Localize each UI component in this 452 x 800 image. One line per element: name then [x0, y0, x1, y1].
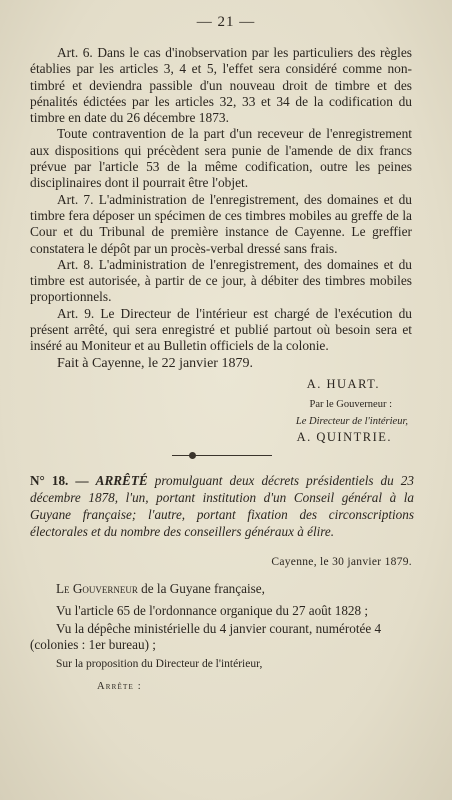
article-9: Art. 9. Le Directeur de l'intérieur est chargé de l'exécution du présent arrêté, qui sera enregistré et publié partout où besoin sera et inséré au Moniteur et au Bulletin officiels de la colonie.: [30, 305, 412, 354]
article-6-penalty: Toute contravention de la part d'un receveur de l'enregistrement aux dispositions qui précèdent sera punie de l'amende de dix francs prévue par l'article 53 de la même codification, outre les peines disciplinaires dont il pourrait être l'objet.: [30, 126, 412, 191]
signature-by-line: Par le Gouverneur :: [309, 399, 392, 410]
governor-line: Le Gouverneur de la Guyane française,: [56, 581, 265, 596]
articles-section: [30, 45, 412, 372]
decree-title: promulguant deux décrets présidentiels du 23 décembre 1878, l'un, portant institution d'un Conseil général à la Guyane française; l'autre, portant fixation des circonscriptions électorales et du nombre des conseillers généraux à élire.: [30, 473, 414, 539]
article-6: Art. 6. Dans le cas d'inobservation par les particuliers des règles établies par les articles 3, 4 et 5, l'effet sera considéré comme non-timbré et deviendra passible d'un nouveau droit de timbre et des pénalités édictées par les articles 32, 33 et 34 de la codification du timbre en date du 26 décembre 1873.: [30, 45, 412, 126]
signature-role: Le Directeur de l'intérieur,: [295, 416, 408, 427]
article-7: Art. 7. L'administration de l'enregistrement, des domaines et du timbre fera déposer un spécimen de ces timbres mobiles au greffe de la Cour et du Tribunal de première instance de Cayenne. Le greffier constatera le dépôt par un procès-verbal dressé sans frais.: [30, 191, 412, 256]
vu-depeche-continued: (colonies : 1er bureau) ;: [30, 637, 156, 652]
signature-name: A. HUART.: [306, 377, 380, 391]
decree-place-date: Cayenne, le 30 janvier 1879.: [271, 556, 412, 568]
decree-word: ARRÊTÉ: [95, 473, 148, 488]
page-number: — 21 —: [196, 14, 256, 30]
vu-ordonnance: Vu l'article 65 de l'ordonnance organique du 27 août 1828 ;: [56, 603, 369, 618]
arrete-label: Arrête :: [97, 681, 142, 692]
decree-dash: —: [75, 473, 89, 488]
sur-proposition: Sur la proposition du Directeur de l'intérieur,: [56, 658, 263, 670]
signature-director: A. QUINTRIE.: [296, 430, 392, 444]
done-at-line: Fait à Cayenne, le 22 janvier 1879.: [57, 355, 253, 371]
article-8: Art. 8. L'administration de l'enregistrement, des domaines et du timbre est autorisée, à partir de ce jour, à débiter des timbres mobiles proportionnels.: [30, 256, 412, 305]
decree-number: N° 18.: [30, 473, 69, 488]
divider-dot: [189, 452, 196, 459]
vu-depeche: Vu la dépêche ministérielle du 4 janvier courant, numérotée 4: [56, 621, 382, 636]
section-divider: [172, 455, 272, 456]
decree-heading: [30, 472, 414, 540]
